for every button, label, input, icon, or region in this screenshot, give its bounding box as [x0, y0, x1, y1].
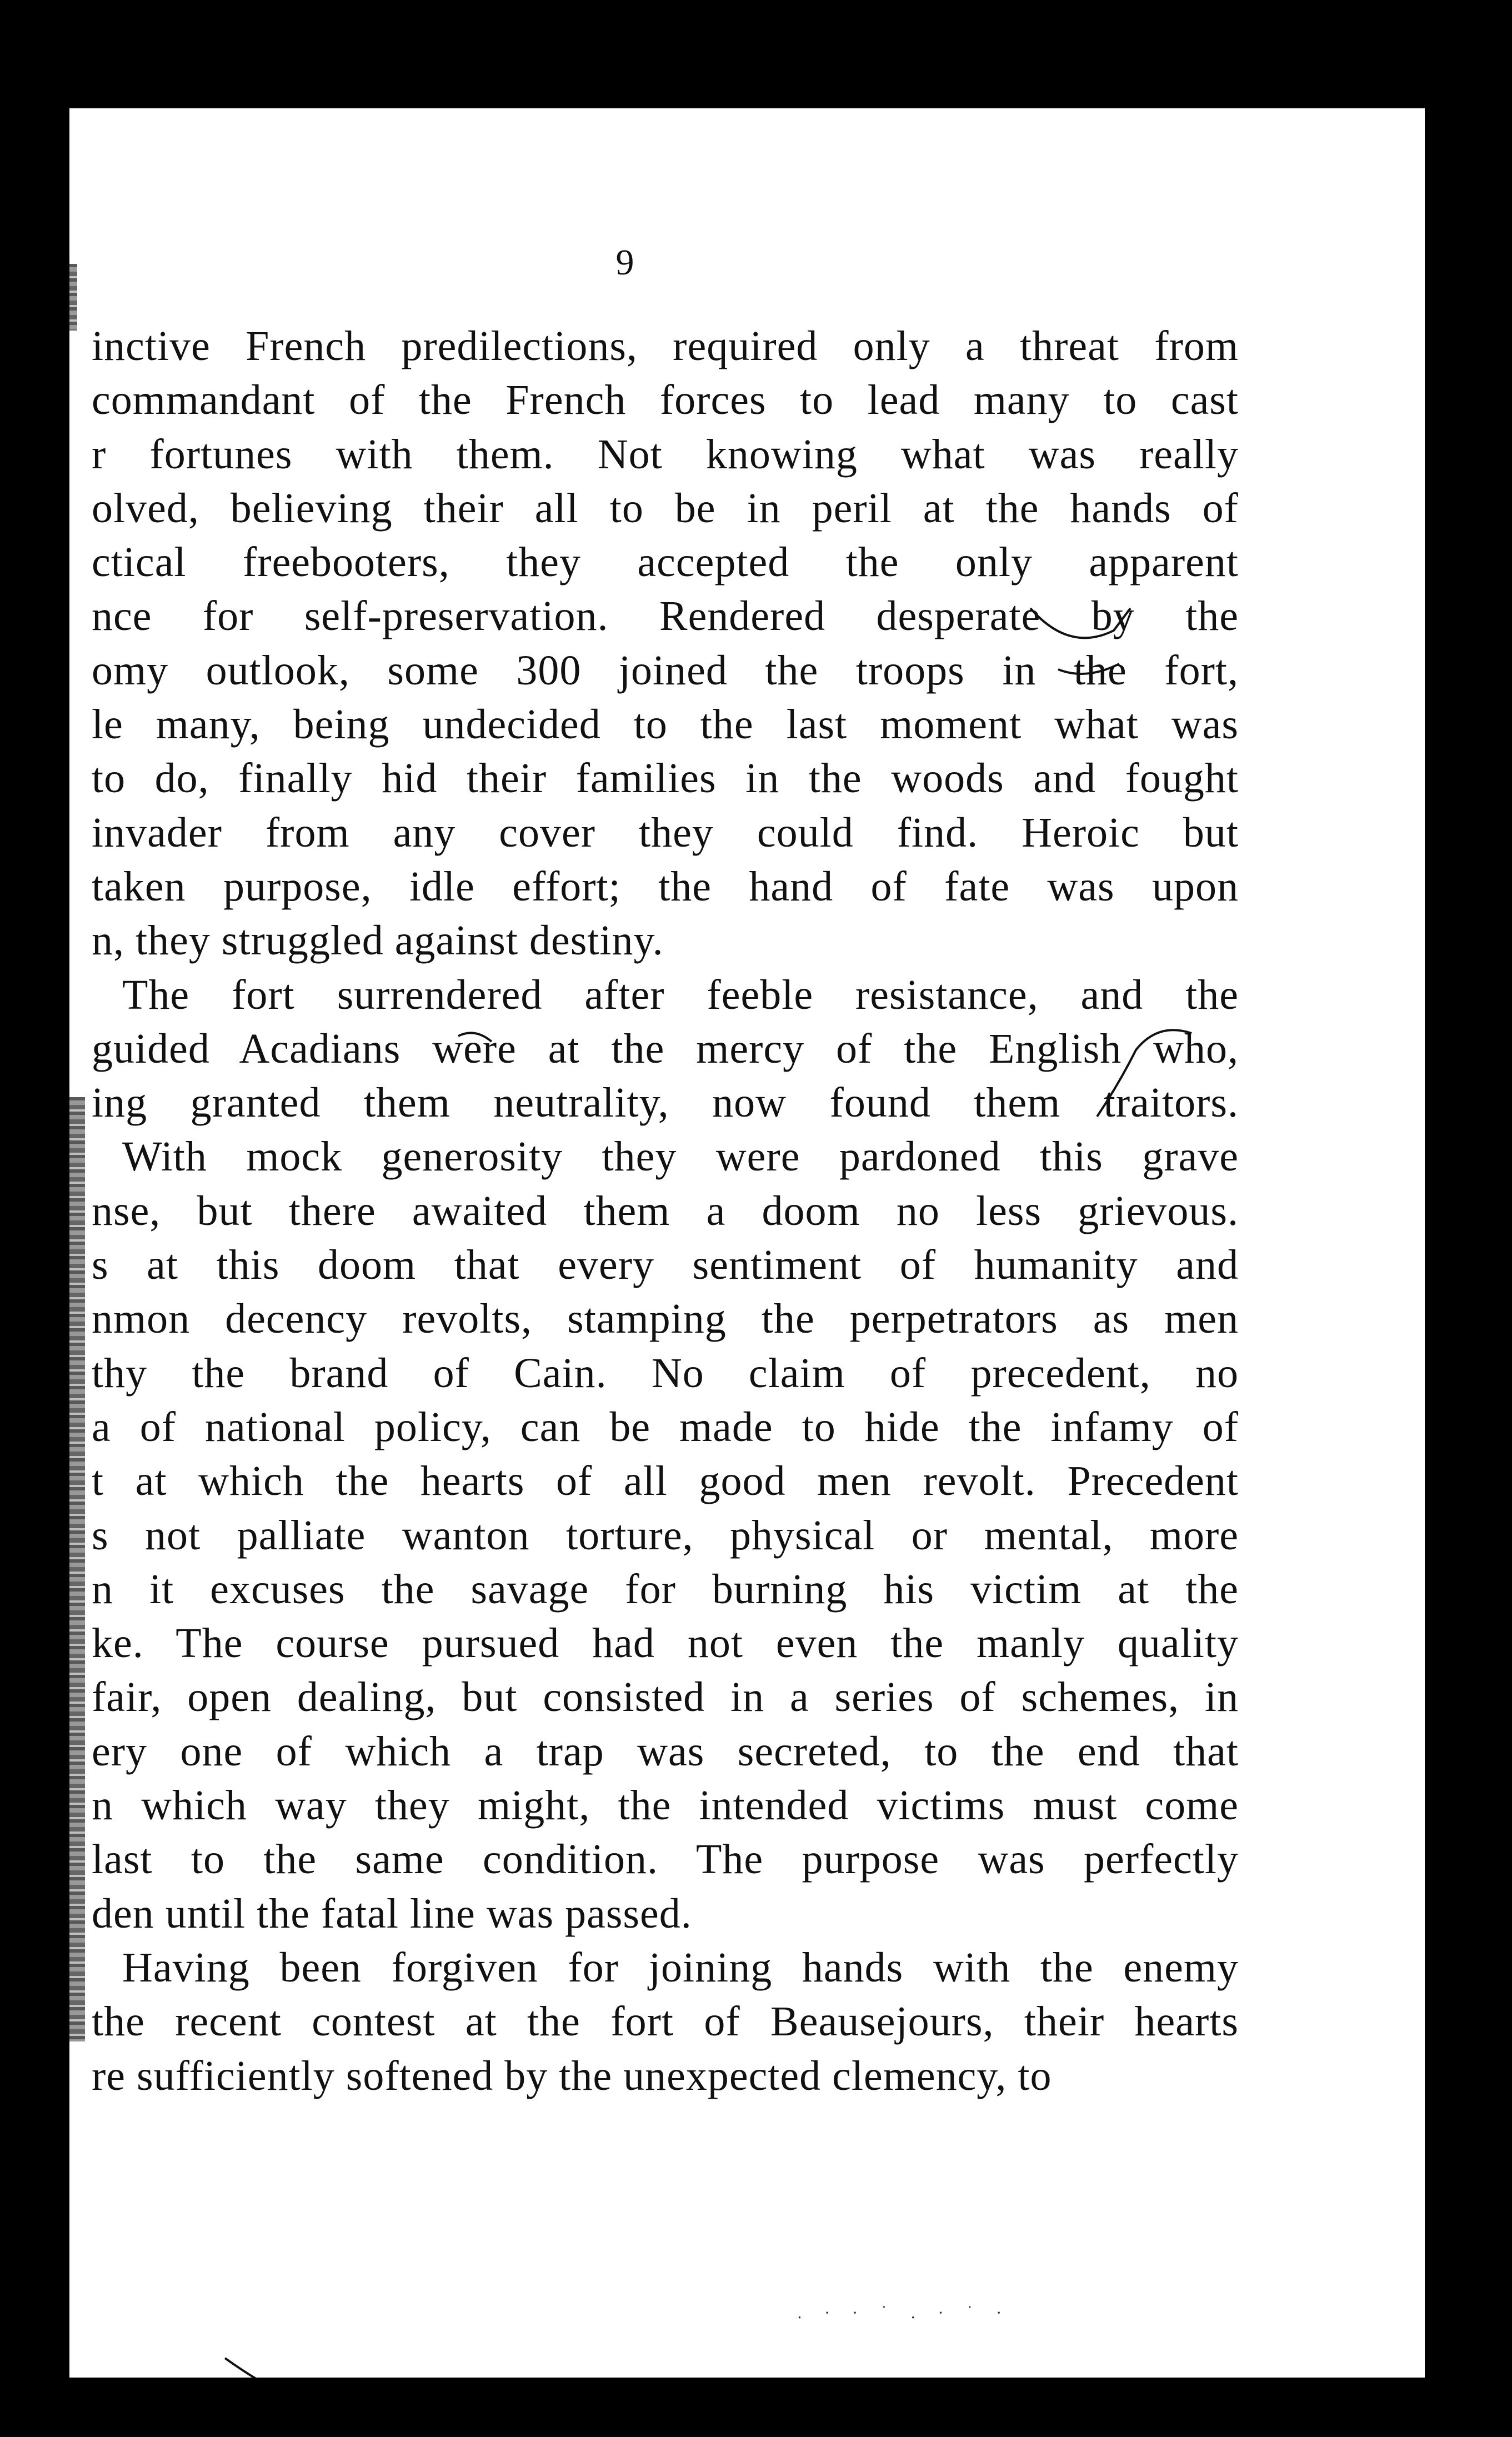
text-line: nmon decency revolts, stamping the perpetrators as men: [92, 1295, 1239, 1343]
text-line: With mock generosity they were pardoned this grave: [122, 1133, 1239, 1180]
text-line: t at which the hearts of all good men revolt. Precedent: [92, 1458, 1239, 1505]
text-line: s at this doom that every sentiment of humanity and: [92, 1242, 1239, 1289]
text-line: thy the brand of Cain. No claim of precedent, no: [92, 1349, 1239, 1397]
text-line: the recent contest at the fort of Beausejours, their hearts: [92, 1998, 1239, 2045]
text-line: ctical freebooters, they accepted the only apparent: [92, 539, 1239, 586]
text-line: nse, but there awaited them a doom no less grievous.: [92, 1187, 1239, 1234]
text-line: taken purpose, idle effort; the hand of fate was upon: [92, 863, 1239, 910]
body-text: [92, 319, 1239, 2103]
text-line: commandant of the French forces to lead many to cast: [92, 377, 1239, 424]
text-line: invader from any cover they could find. Heroic but: [92, 809, 1239, 856]
text-line: s not palliate wanton torture, physical or mental, more: [92, 1512, 1239, 1559]
text-line: olved, believing their all to be in peril at the hands of: [92, 484, 1239, 532]
text-line: re sufficiently softened by the unexpected clemency, to: [92, 2052, 1052, 2099]
text-line: ing granted them neutrality, now found them traitors.: [92, 1079, 1239, 1127]
page-edge-mark: [69, 264, 77, 331]
book-page: [69, 108, 1425, 2378]
text-line: n, they struggled against destiny.: [92, 917, 664, 964]
text-line: ery one of which a trap was secreted, to the end that: [92, 1728, 1239, 1775]
text-line: ke. The course pursued had not even the manly quality: [92, 1620, 1239, 1667]
page-specks: . · · ˙ . · ˙ ·: [797, 2304, 1010, 2322]
text-line: inctive French predilections, required only a threat from: [92, 323, 1239, 369]
page-edge-stain: [69, 1097, 85, 2041]
text-line: fair, open dealing, but consisted in a series of schemes, in: [92, 1674, 1239, 1721]
text-line: den until the fatal line was passed.: [92, 1890, 692, 1937]
text-line: Having been forgiven for joining hands with the enemy: [122, 1944, 1239, 1991]
text-line: nce for self-preservation. Rendered desperate by the: [92, 593, 1239, 640]
text-line: r fortunes with them. Not knowing what was really: [92, 431, 1239, 478]
text-line: le many, being undecided to the last moment what was: [92, 701, 1239, 748]
text-line: The fort surrendered after feeble resistance, and the: [122, 971, 1239, 1018]
text-line: a of national policy, can be made to hide the infamy of: [92, 1403, 1239, 1450]
pencil-annotation-mark: [1025, 597, 1136, 703]
pencil-annotation-mark: [453, 1025, 519, 1058]
page-number: 9: [615, 242, 634, 283]
text-line: omy outlook, some 300 joined the troops in the fort,: [92, 647, 1239, 694]
text-line: n which way they might, the intended victims must come: [92, 1782, 1239, 1829]
pencil-annotation-mark: [219, 2353, 331, 2378]
text-line: guided Acadians were at the mercy of the English who,: [92, 1025, 1239, 1072]
text-line: to do, finally hid their families in the woods and fought: [92, 755, 1239, 802]
text-line: n it excuses the savage for burning his victim at the: [92, 1565, 1239, 1613]
text-line: last to the same condition. The purpose was perfectly: [92, 1836, 1239, 1883]
pencil-annotation-mark: [1075, 1017, 1208, 1128]
